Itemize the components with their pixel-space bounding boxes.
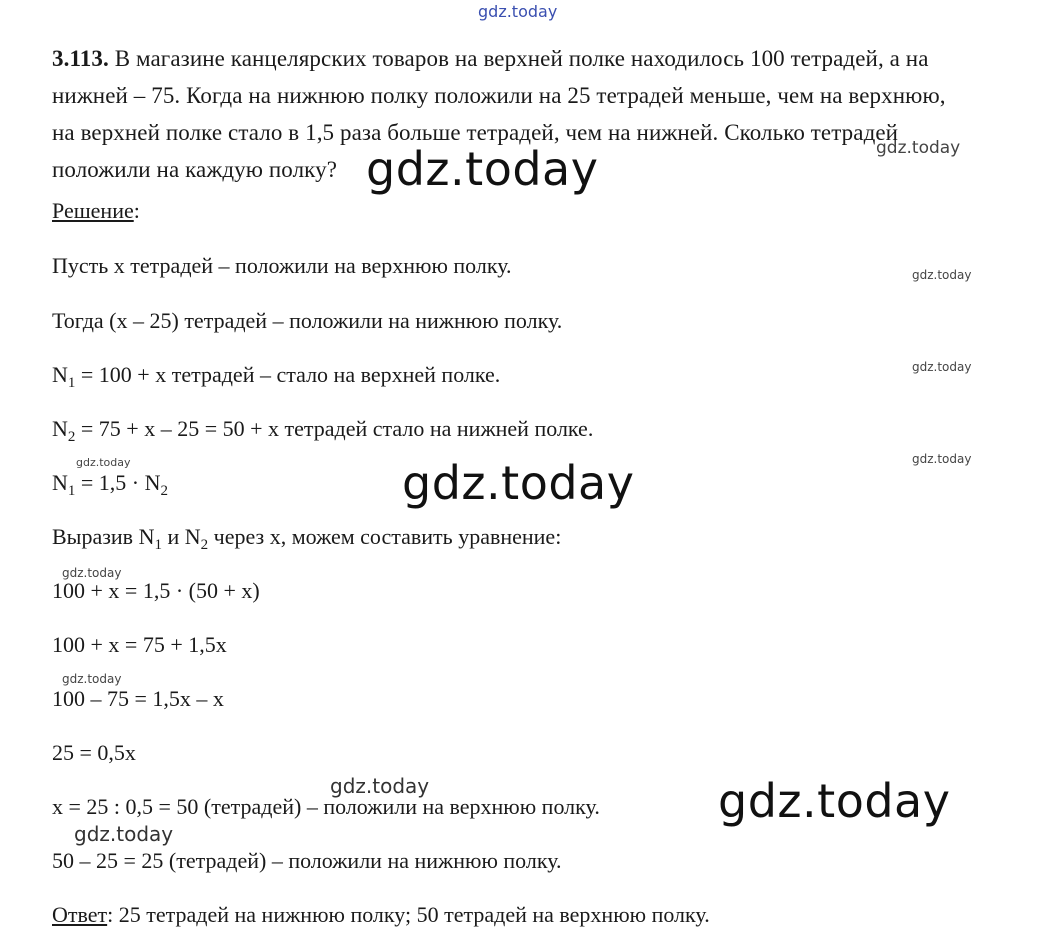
problem-number: 3.113. — [52, 46, 109, 71]
answer: Ответ: 25 тетрадей на нижнюю полку; 50 тетрадей на верхнюю полку. — [52, 902, 710, 927]
watermark-large: gdz.today — [402, 456, 635, 510]
problem-line: нижней – 75. Когда на нижнюю полку положили на 25 тетрадей меньше, чем на верхнюю, — [52, 83, 946, 108]
express-statement: Выразив $N_1$ и $N_2$ через x, можем составить уравнение: — [52, 524, 562, 553]
problem-line: 3.113. В магазине канцелярских товаров на верхней полке находилось 100 тетрадей, а на — [52, 46, 929, 71]
then-statement: Тогда (x – 25) тетрадей – положили на нижнюю полку. — [52, 308, 563, 333]
watermark-medium: gdz.today — [74, 822, 174, 846]
problem-statement — [52, 40, 1042, 188]
answer-label: Ответ — [52, 902, 108, 927]
equation-line: 50 – 25 = 25 (тетрадей) – положили на нижнюю полку. — [52, 848, 562, 873]
let-statement: Пусть x тетрадей – положили на верхнюю полку. — [52, 253, 512, 278]
watermark-small: gdz.today — [76, 456, 131, 469]
watermark-large: gdz.today — [718, 774, 951, 828]
watermark-small: gdz.today — [876, 138, 961, 158]
problem-line: на верхней полке стало в 1,5 раза больше тетрадей, чем на нижней. Сколько тетрадей — [52, 120, 899, 145]
watermark-medium: gdz.today — [330, 774, 430, 798]
watermark-top: gdz.today — [478, 2, 558, 21]
watermark-small: gdz.today — [912, 360, 972, 374]
n2-equation: $N_2 = 75 + x - 25 = 50 + x$ тетрадей стало на нижней полке. — [52, 416, 594, 445]
problem-line: положили на каждую полку? — [52, 157, 338, 182]
n1-equation: $N_1 = 100 + x$ тетрадей – стало на верхней полке. — [52, 362, 501, 391]
watermark-small: gdz.today — [62, 566, 122, 580]
equation-line: x = 25 : 0,5 = 50 (тетрадей) – положили на верхнюю полку. — [52, 794, 600, 819]
ratio-equation: $N_1 = 1,5 \cdot N_2$ — [52, 470, 169, 499]
watermark-small: gdz.today — [912, 268, 972, 282]
watermark-small: gdz.today — [62, 672, 122, 686]
solution-heading: Решение: — [52, 198, 140, 223]
equation-line: 100 + x = 75 + 1,5x — [52, 632, 227, 657]
equation-line: 100 + x = 1,5 · (50 + x) — [52, 578, 260, 603]
watermark-large: gdz.today — [366, 142, 599, 196]
equation-line: 25 = 0,5x — [52, 740, 136, 765]
watermark-small: gdz.today — [912, 452, 972, 466]
equation-line: 100 – 75 = 1,5x – x — [52, 686, 224, 711]
